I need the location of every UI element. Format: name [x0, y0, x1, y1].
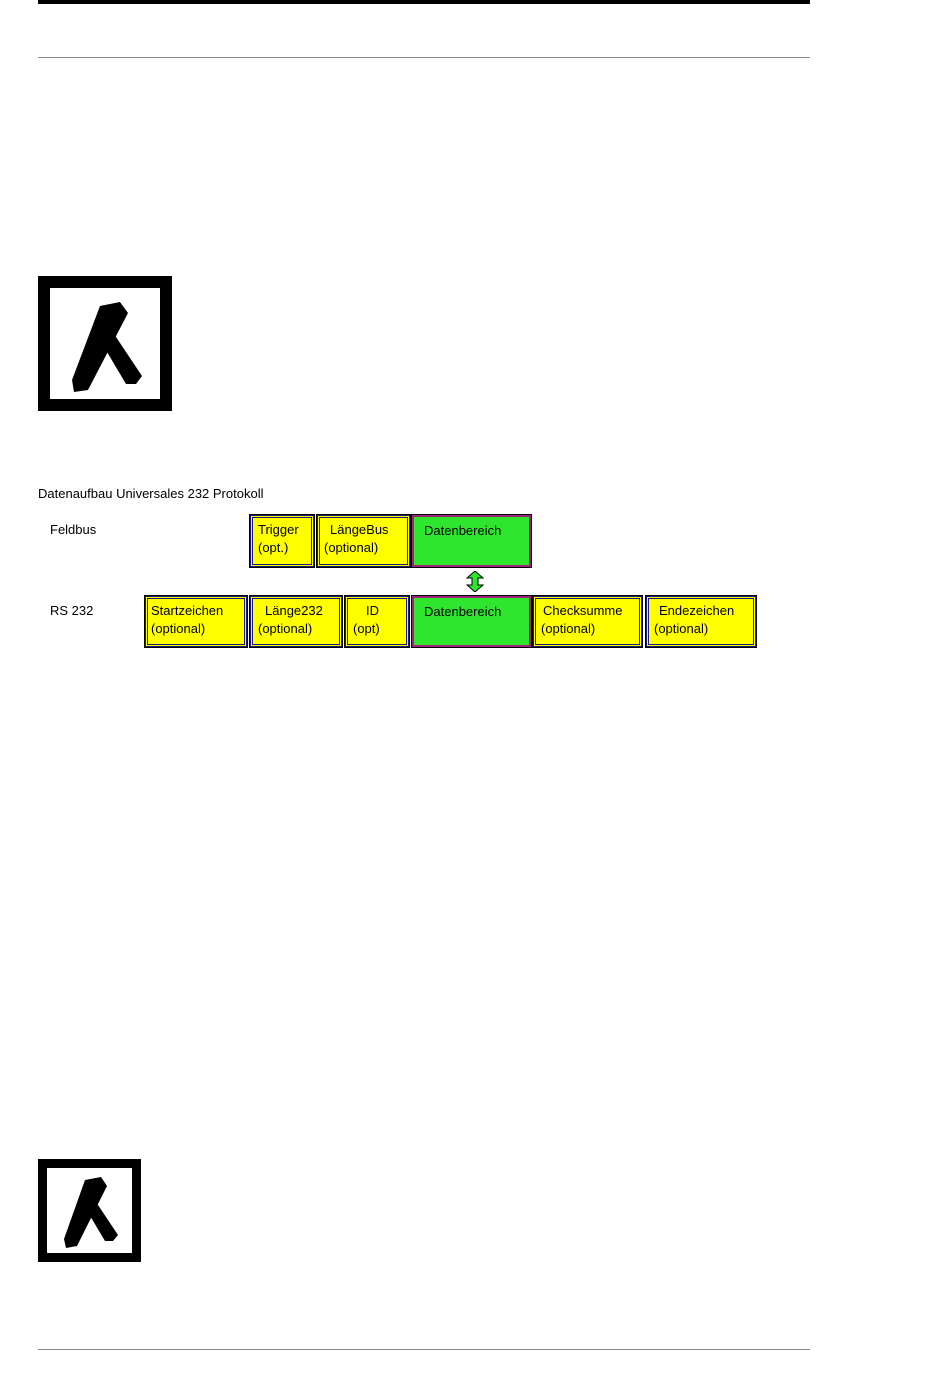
field-note: (optional) — [654, 621, 709, 636]
field-name: ID — [366, 603, 379, 618]
field-laenge-bus — [317, 515, 410, 567]
note-x-icon — [38, 1159, 141, 1262]
row-label-rs232: RS 232 — [50, 603, 94, 618]
field-startzeichen — [145, 596, 247, 647]
double-arrow-vertical-icon — [466, 571, 484, 592]
field-name: Checksumme — [543, 603, 623, 618]
field-name: Endezeichen — [659, 603, 735, 618]
field-note: (optional) — [151, 621, 206, 636]
field-name: Startzeichen — [151, 603, 224, 618]
diagram-title: Datenaufbau Universales 232 Protokoll — [38, 486, 264, 501]
header-rule-thick — [38, 0, 810, 4]
field-name: Datenbereich — [424, 604, 502, 619]
field-trigger — [250, 515, 314, 567]
field-datenbereich-feldbus — [412, 515, 531, 567]
field-name: LängeBus — [330, 522, 389, 537]
note-x-icon — [38, 276, 172, 411]
field-id — [345, 596, 409, 647]
field-name: Länge232 — [265, 603, 323, 618]
field-note: (opt.) — [258, 540, 289, 555]
row-label-feldbus: Feldbus — [50, 522, 97, 537]
field-note: (optional) — [324, 540, 379, 555]
field-name: Datenbereich — [424, 523, 502, 538]
footer-rule — [38, 1349, 810, 1350]
field-endezeichen — [646, 596, 756, 647]
field-note: (opt) — [353, 621, 380, 636]
field-datenbereich-rs232 — [412, 596, 531, 647]
field-checksumme — [533, 596, 642, 647]
field-note: (optional) — [541, 621, 596, 636]
field-laenge-232 — [250, 596, 342, 647]
header-rule — [38, 57, 810, 58]
field-note: (optional) — [258, 621, 313, 636]
field-name: Trigger — [258, 522, 299, 537]
